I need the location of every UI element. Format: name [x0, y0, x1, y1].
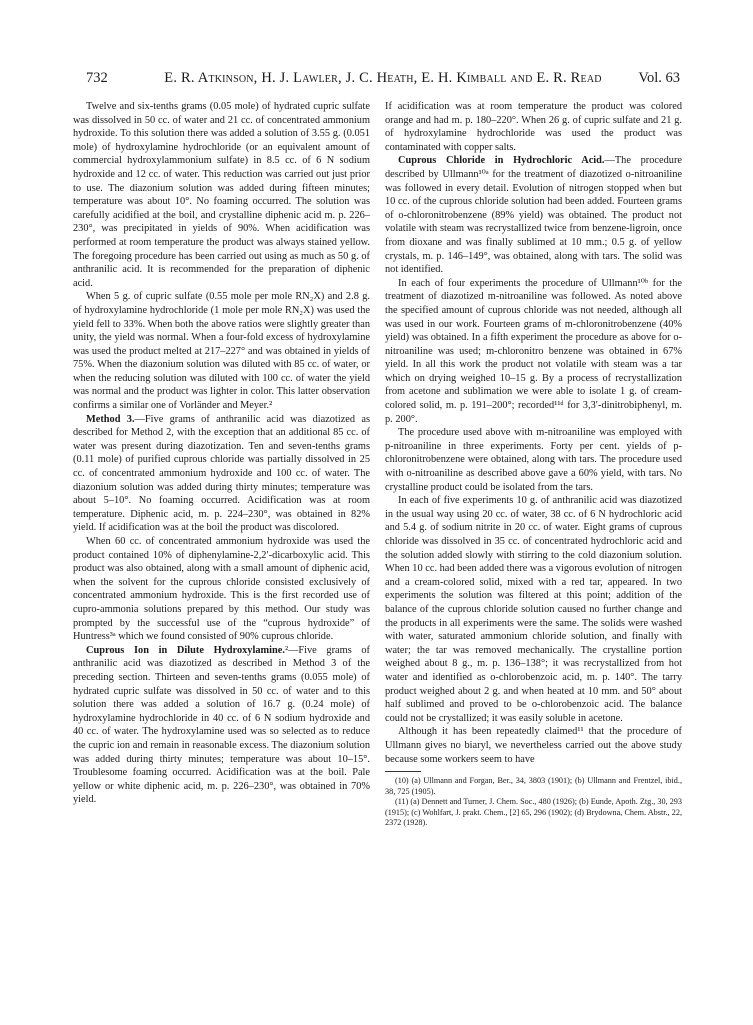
section-heading: Method 3.	[86, 413, 135, 425]
right-column	[385, 100, 682, 829]
paragraph: If acidification was at room temperature the product was colored orange and had m. p. 180–220°. When 26 g. of cupric sulfate and 21 g. of hydroxylamine hydrochloride was used the product was contaminated with copper salts.	[385, 101, 682, 153]
page-header	[86, 70, 680, 90]
paragraph-text: ²—Five grams of anthranilic acid was diazotized as described in Method 3 of the preceding section. Thirteen and seven-tenths grams (0.055 mole) of hydrated cupric sulfate was dissolved in 50 cc. of water and to this solution there was added a solution of 16.7 g. (0.24 mole) of hydroxylamine hydrochloride in 40 cc. of 6 N sodium hydroxide and 40 cc. of water. The hydroxylamine used was so selected as to reduce the cupric ion and remain in reasonable excess. The diazonium solution was added during thirty minutes; temperature was about 10–15°. Troublesome foaming occurred. Acidification was at the boil. Pale yellow or white diphenic acid, m. p. 226–230°, was obtained in 70% yield.	[73, 644, 370, 806]
volume-label: Vol. 63	[638, 70, 680, 86]
footnote-rule	[385, 771, 421, 772]
paragraph: In each of five experiments 10 g. of anthranilic acid was diazotized in the usual way using 20 cc. of water, 38 cc. of 6 N hydrochloric acid and 5.4 g. of sodium nitrite in 20 cc. of water. Eight grams of cuprous chloride was dissolved in 35 cc. of concentrated hydrochloric acid and the solution added slowly with stirring to the cold diazonium solution. When 10 cc. had been added there was a vigorous evolution of nitrogen and a cream-colored solid, mixed with a red tar, appeared. In two experiments the solution was filtered at this point; addition of the balance of the cuprous chloride solution caused no further change and the products in all experiments were the same. The solids were washed with water, saturated ammonium chloride solution, and finally with water; the tar was removed mechanically. The crystalline portion weighed about 8 g., m. p. 136–138°; it was recrystallized from hot water and identified as o-chlorobenzoic acid, m. p. 140°. The tarry product weighed about 2 g. and when heated at 10 mm. and 50° about half sublimed and proved to be o-chlorobenzoic acid. The balance could not be crystallized; it was easily soluble in acetone.	[385, 495, 682, 724]
footnote-11: (11) (a) Dennett and Turner, J. Chem. Soc., 480 (1926); (b) Eunde, Apoth. Ztg., 30, 293 (1915); (c) Wohlfart, J. prakt. Chem., [2] 65, 296 (1902); (d) Brydowna, Chem. Abstr., 22, 2372 (1928).	[385, 797, 682, 828]
paragraph: In each of four experiments the procedure of Ullmann¹⁰ᵇ for the treatment of diazotized m-nitroaniline was followed. As noted above the specified amount of cuprous chloride was not needed, although all was used in our work. Fourteen grams of m-chloronitrobenzene (40% yield) was obtained. In a fifth experiment the procedure as above for o-nitroaniline was used; m-chloronitro benzene was obtained in 67% yield. In all this work the product not volatile with steam was a tar which on drying weighed 10–15 g. By a process of recrystallization from acetone and sublimation we were able to isolate 1 g. of cream-colored solid, m. p. 191–200°; recorded¹¹ᵈ for 3,3′-dinitrobiphenyl, m. p. 200°.	[385, 277, 682, 425]
footnote-10: (10) (a) Ullmann and Forgan, Ber., 34, 3803 (1901); (b) Ullmann and Frentzel, ibid., 38, 725 (1905).	[385, 776, 682, 796]
paragraph: When 60 cc. of concentrated ammonium hydroxide was used the product contained 10% of diphenylamine-2,2′-dicarboxylic acid. This product was also obtained, along with a small amount of diphenic acid, when the solvent for the cuprous chloride consisted exclusively of concentrated ammonium hydroxide. This is the first recorded use of cupro-ammonia solutions prepared by this method. Our study was prompted by the successful use of the “cuprous hydroxide” of Huntress³ᵃ which we found consisted of 90% cuprous chloride.	[73, 536, 370, 643]
paragraph: Twelve and six-tenths grams (0.05 mole) of hydrated cupric sulfate was dissolved in 50 cc. of water and 21 cc. of concentrated ammonium hydroxide. To this solution there was added a solution of 3.55 g. (0.051 mole) of hydroxylamine hydrochloride (or an equivalent amount of commercial hydroxylammonium sulfate) in 8.5 cc. of 6 N sodium hydroxide and 12 cc. of water. This reduction was carried out just prior to use. The diazonium solution was added during fifteen minutes; temperature was about 10°. No foaming occurred. The solution was carefully acidified at the boil, and crystalline diphenic acid m. p. 226–230°, was precipitated in yields of 90%. When acidification was performed at room temperature the product was always stained yellow. The foregoing procedure has been carried out using as much as 50 g. of anthranilic acid. It is recommended for the preparation of diphenic acid.	[73, 101, 370, 289]
paragraph-text: —Five grams of anthranilic acid was diazotized as described for Method 2, with the exception that an additional 85 cc. of water was present during diazotization. Ten and seven-tenths grams (0.11 mole) of purified cuprous chloride was partially dissolved in 25 cc. of concentrated ammonium hydroxide and 100 cc. of water. The diazonium solution was added during thirty minutes; temperature was about 5–10°. No foaming occurred. Acidification was at room temperature. Diphenic acid, m. p. 224–230°, was obtained in 82% yield. If acidification was at the boil the product was discolored.	[73, 413, 370, 534]
paragraph-method-3	[73, 413, 370, 535]
section-heading: Cuprous Ion in Dilute Hydroxylamine.	[86, 644, 285, 656]
paragraph: Although it has been repeatedly claimed¹¹ that the procedure of Ullmann gives no biaryl, we nevertheless carried out the above study because some workers seem to have	[385, 726, 682, 765]
left-column	[73, 100, 370, 807]
running-head-authors: E. R. Atkinson, H. J. Lawler, J. C. Heath, E. H. Kimball and E. R. Read	[164, 70, 602, 86]
paragraph-text: —The procedure described by Ullmann¹⁰ᵃ for the treatment of diazotized o-nitroaniline was followed in every detail. Evolution of nitrogen stopped when but 10 cc. of the cuprous chloride solution had been added. Fourteen grams of o-chloronitrobenzene (89% yield) was obtained. The product not volatile with steam was recrystallized twice from benzene-ligroin, once from dioxane and was finally sublimed at 10 mm.; 0.5 g. of yellow crystals, m. p. 146–149°, was obtained, along with tars. The solid was not identified.	[385, 155, 682, 276]
page-number: 732	[86, 70, 108, 86]
section-heading: Cuprous Chloride in Hydrochloric Acid.	[398, 155, 605, 167]
paragraph: When 5 g. of cupric sulfate (0.55 mole per mole RN₂X) and 2.8 g. of hydroxylamine hydrochloride (1 mole per mole RN₂X) was used the yield fell to 33%. When both the above ratios were slightly greater than unity, the yield was normal. When a four-fold excess of hydroxylamine was used the product melted at 217–227° and was obtained in yields of 75%. When the diazonium solution was diluted with 85 cc. of water, or when the reducing solution was diluted with 100 cc. of water the yield was normal and the product was lighter in color. This latter observation confirms a similar one of Vorländer and Meyer.²	[73, 291, 370, 412]
paragraph: The procedure used above with m-nitroaniline was employed with p-nitroaniline in three experiments. Forty per cent. yields of p-chloronitrobenzene were obtained, along with tars. The procedure used with o-nitroaniline as described above gave a 60% yield, with tars. No crystalline product could be isolated from the tars.	[385, 427, 682, 493]
paragraph-cuprous-ion	[73, 644, 370, 807]
paragraph-cuprous-chloride	[385, 154, 682, 276]
